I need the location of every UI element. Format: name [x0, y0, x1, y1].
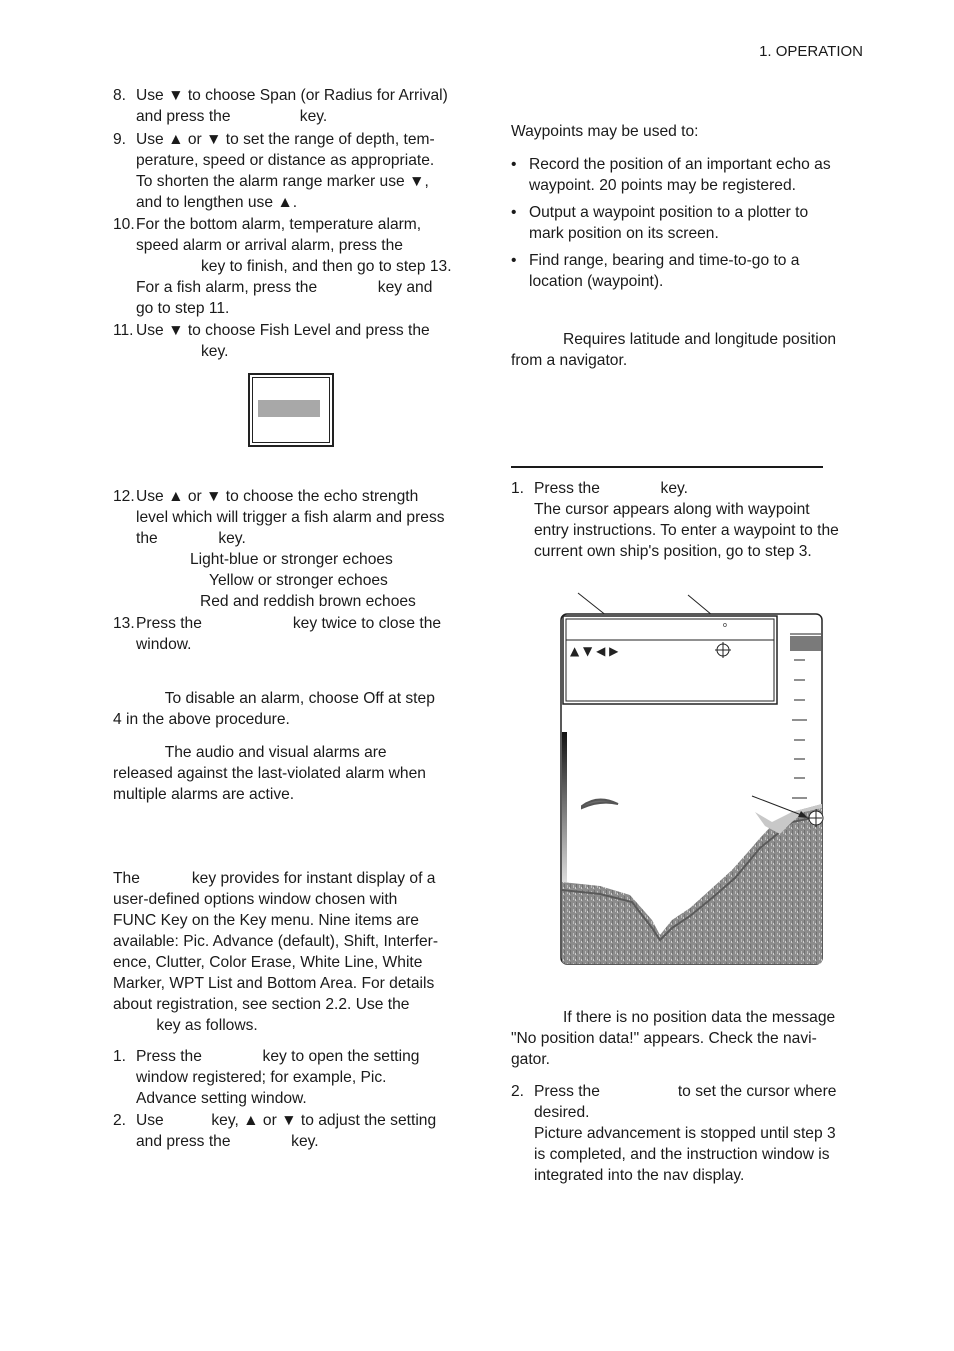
bullet-output-waypoint — [511, 202, 881, 244]
arrow-keys-glyphs: ▲ ▼ ◀ ▶ — [570, 644, 619, 658]
bullet-line: mark position on its screen. — [529, 225, 719, 242]
degree-mark: o — [723, 622, 727, 629]
note-line: The audio and visual alarms are — [113, 744, 387, 761]
para-line: The key provides for instant display of a — [113, 870, 436, 887]
bullet-line: location (waypoint). — [529, 273, 664, 290]
bullet-record-position — [511, 154, 881, 196]
para-line: Marker, WPT List and Bottom Area. For details — [113, 975, 435, 992]
note-no-position — [511, 1007, 863, 1070]
para-line: FUNC Key on the Key menu. Nine items are — [113, 912, 419, 929]
scale-band — [790, 636, 821, 651]
step-line: Use ▼ to choose Span (or Radius for Arrival) — [136, 87, 448, 104]
step-line: key. — [136, 343, 229, 360]
bullet-dot: • — [511, 252, 517, 269]
step-12 — [113, 486, 491, 549]
step-13 — [113, 613, 491, 655]
step-number: 10. — [113, 216, 135, 233]
step-line: perature, speed or distance as appropriate. — [136, 152, 435, 169]
step-line: the key. — [136, 530, 246, 547]
note-line: To disable an alarm, choose Off at step — [113, 690, 435, 707]
echo-level-red: Red and reddish brown echoes — [200, 593, 416, 610]
step-line: window. — [136, 636, 192, 653]
step-line: Advance setting window. — [136, 1090, 307, 1107]
bullet-line: waypoint. 20 points may be registered. — [529, 177, 796, 194]
echo-level-yellow: Yellow or stronger echoes — [209, 572, 388, 589]
step-line: and press the key. — [136, 108, 328, 125]
step-line: entry instructions. To enter a waypoint to the — [534, 522, 839, 539]
echogram-svg — [560, 590, 824, 968]
step-number: 8. — [113, 87, 127, 104]
waypoint-step-1 — [511, 478, 886, 562]
func-step-2 — [113, 1110, 491, 1152]
para-line: available: Pic. Advance (default), Shift, Interfer- — [113, 933, 439, 950]
step-line: integrated into the nav display. — [534, 1167, 745, 1184]
func-key-description — [113, 868, 471, 1036]
step-line: Use ▲ or ▼ to set the range of depth, tem- — [136, 131, 435, 148]
step-number: 9. — [113, 131, 127, 148]
waypoint-intro: Waypoints may be used to: — [511, 123, 699, 140]
step-number: 12. — [113, 488, 135, 505]
bullet-line: Find range, bearing and time-to-go to a — [529, 252, 800, 269]
echo-level-light-blue: Light-blue or stronger echoes — [190, 551, 393, 568]
bullet-find-range — [511, 250, 881, 292]
step-line: Press the to set the cursor where — [534, 1083, 837, 1100]
bullet-dot: • — [511, 156, 517, 173]
step-line: For a fish alarm, press the key and — [136, 279, 433, 296]
note-line: multiple alarms are active. — [113, 786, 295, 803]
bullet-dot: • — [511, 204, 517, 221]
note-line: "No position data!" appears. Check the navi- — [511, 1030, 817, 1047]
bullet-line: Output a waypoint position to a plotter to — [529, 204, 809, 221]
step-line: Use key, ▲ or ▼ to adjust the setting — [136, 1112, 437, 1129]
note-line: gator. — [511, 1051, 551, 1068]
step-line: Press the key. — [534, 480, 688, 497]
step-line: speed alarm or arrival alarm, press the — [136, 237, 403, 254]
step-line: Picture advancement is stopped until step 3 — [534, 1125, 836, 1142]
step-line: Press the key twice to close the — [136, 615, 442, 632]
step-number: 1. — [511, 480, 525, 497]
note-line: 4 in the above procedure. — [113, 711, 290, 728]
step-line: Use ▲ or ▼ to choose the echo strength — [136, 488, 419, 505]
note-line: from a navigator. — [511, 352, 628, 369]
section-rule — [511, 466, 823, 468]
func-step-1 — [113, 1046, 491, 1109]
step-line: go to step 11. — [136, 300, 230, 317]
step-number: 2. — [113, 1112, 127, 1129]
note-line: released against the last-violated alarm when — [113, 765, 426, 782]
step-line: The cursor appears along with waypoint — [534, 501, 810, 518]
note-multiple-alarms — [113, 742, 468, 805]
step-line: key to finish, and then go to step 13. — [136, 258, 452, 275]
step-line: current own ship's position, go to step 3. — [534, 543, 812, 560]
step-line: and to lengthen use ▲. — [136, 194, 298, 211]
step-number: 1. — [113, 1048, 127, 1065]
note-disable-alarm — [113, 688, 468, 730]
step-9 — [113, 129, 491, 213]
step-line: desired. — [534, 1104, 590, 1121]
step-line: To shorten the alarm range marker use ▼, — [136, 173, 429, 190]
fish-level-menu-illustration — [248, 373, 334, 447]
step-line: and press the key. — [136, 1133, 319, 1150]
step-line: is completed, and the instruction window is — [534, 1146, 830, 1163]
bullet-line: Record the position of an important echo as — [529, 156, 831, 173]
para-line: about registration, see section 2.2. Use the — [113, 996, 410, 1013]
step-line: Press the key to open the setting — [136, 1048, 420, 1065]
step-10 — [113, 214, 491, 319]
para-line: ence, Clutter, Color Erase, White Line, White — [113, 954, 423, 971]
section-header: 1. OPERATION — [759, 43, 863, 60]
step-number: 13. — [113, 615, 135, 632]
para-line: key as follows. — [113, 1017, 258, 1034]
step-number: 2. — [511, 1083, 525, 1100]
waypoint-step-2 — [511, 1081, 886, 1186]
menu-highlight-bar — [258, 400, 320, 417]
para-line: user-defined options window chosen with — [113, 891, 398, 908]
step-11 — [113, 320, 491, 362]
step-number: 11. — [113, 322, 134, 339]
step-line: Use ▼ to choose Fish Level and press the — [136, 322, 430, 339]
note-requires-position — [511, 329, 863, 371]
step-line: window registered; for example, Pic. — [136, 1069, 387, 1086]
note-line: If there is no position data the message — [511, 1009, 836, 1026]
step-line: level which will trigger a fish alarm and press — [136, 509, 445, 526]
color-bar — [562, 732, 567, 882]
step-line: For the bottom alarm, temperature alarm, — [136, 216, 422, 233]
note-line: Requires latitude and longitude position — [511, 331, 837, 348]
step-8 — [113, 85, 491, 127]
waypoint-echogram-figure — [560, 590, 824, 968]
